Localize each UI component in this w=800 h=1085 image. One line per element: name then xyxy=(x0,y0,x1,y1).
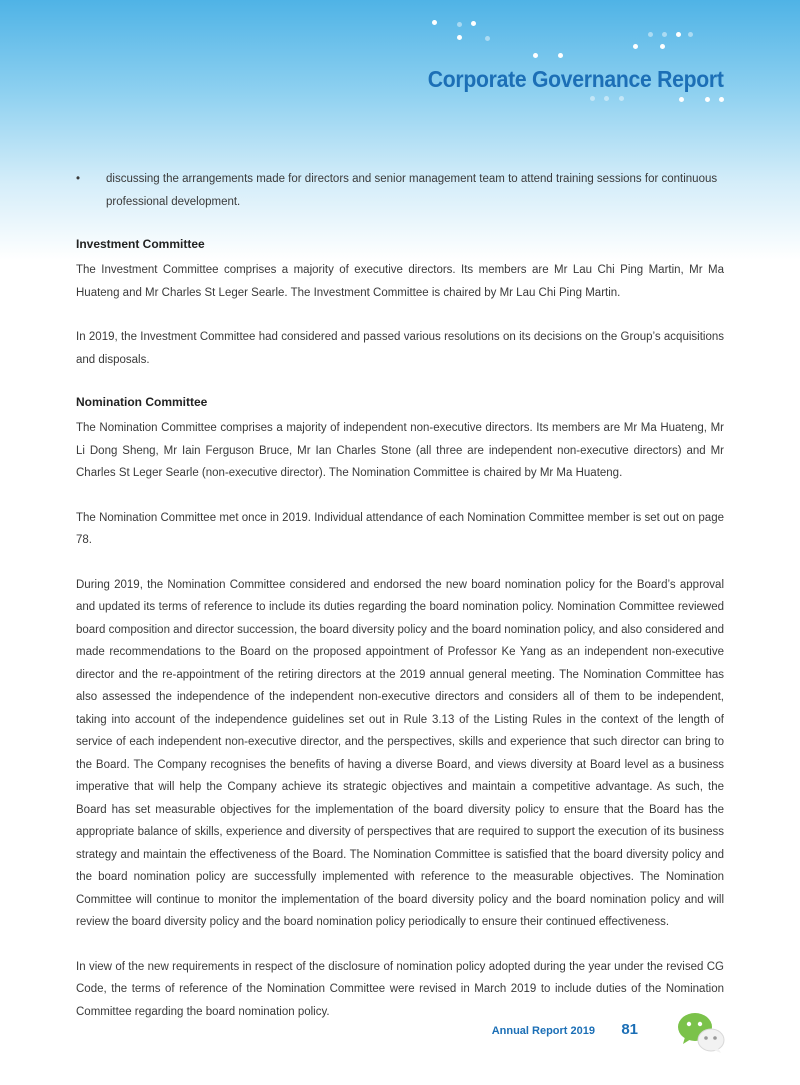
wechat-logo-icon xyxy=(676,1010,726,1054)
page-number: 81 xyxy=(621,1021,638,1038)
nomination-paragraph-3: During 2019, the Nomination Committee considered and endorsed the new board nomination policy for the Board’s approval and updated its terms of reference to include its duties regarding the board nomination policy. Nomination Committee reviewed board composition and director succession, the board diversity policy and the board nomination policy, and also considered and made recommendations to the Board on the proposed appointment of Professor Ke Yang as an independent non-executive director and the re-appointment of the retiring directors at the 2019 annual general meeting. The Nomination Committee has also assessed the independence of the independent non-executive directors and considers all of them to be independent, taking into account of the independence guidelines set out in Rule 3.13 of the Listing Rules in the context of the length of service of each independent non-executive director, and the perspectives, skills and experience that such director can bring to the Board. The Company recognises the benefits of having a diverse Board, and views diversity at Board level as a business imperative that will help the Company achieve its strategic objectives and maintain a competitive advantage. As such, the Board has set measurable objectives for the implementation of the board diversity policy to ensure that the Board has the appropriate balance of skills, experience and diversity of perspectives that are required to support the execution of its business strategy and maintain the effectiveness of the Board. The Nomination Committee is satisfied that the board diversity policy and the board nomination policy are successfully implemented with reference to the measurable objectives. The Nomination Committee will continue to monitor the implementation of the board diversity policy and the board nomination policy and will review the board diversity policy and the board nomination policy periodically to ensure their continued effectiveness. xyxy=(76,578,725,928)
nomination-committee-heading: Nomination Committee xyxy=(76,395,208,409)
bullet-text: discussing the arrangements made for directors and senior management team to attend training sessions for continuous professional development. xyxy=(106,173,718,208)
footer-label: Annual Report 2019 xyxy=(491,1025,595,1037)
page-title: Corporate Governance Report xyxy=(428,66,724,92)
investment-paragraph-2: In 2019, the Investment Committee had considered and passed various resolutions on its decisions on the Group’s acquisitions and disposals. xyxy=(76,331,724,366)
investment-committee-heading: Investment Committee xyxy=(76,237,205,251)
investment-paragraph-1: The Investment Committee comprises a majority of executive directors. Its members are Mr Lau Chi Ping Martin, Mr Ma Huateng and Mr Charles St Leger Searle. The Investment Committee is chaired by Mr Lau Chi Ping Martin. xyxy=(76,264,724,299)
bullet-item xyxy=(76,168,724,213)
main-content xyxy=(76,168,724,1023)
nomination-paragraph-4: In view of the new requirements in respect of the disclosure of nomination policy adopted during the year under the revised CG Code, the terms of reference of the Nomination Committee were revised in March 2019 to include duties of the Nomination Committee regarding the board nomination policy. xyxy=(76,960,724,1018)
bullet-icon: • xyxy=(76,173,81,185)
nomination-paragraph-2: The Nomination Committee met once in 2019. Individual attendance of each Nomination Committee member is set out on page 78. xyxy=(76,511,724,546)
nomination-paragraph-1: The Nomination Committee comprises a majority of independent non-executive directors. Its members are Mr Ma Huateng, Mr Li Dong Sheng, Mr Iain Ferguson Bruce, Mr Ian Charles Stone (all three are independent non-executive directors) and Mr Charles St Leger Searle (non-executive director). The Nomination Committee is chaired by Mr Ma Huateng. xyxy=(76,422,724,479)
